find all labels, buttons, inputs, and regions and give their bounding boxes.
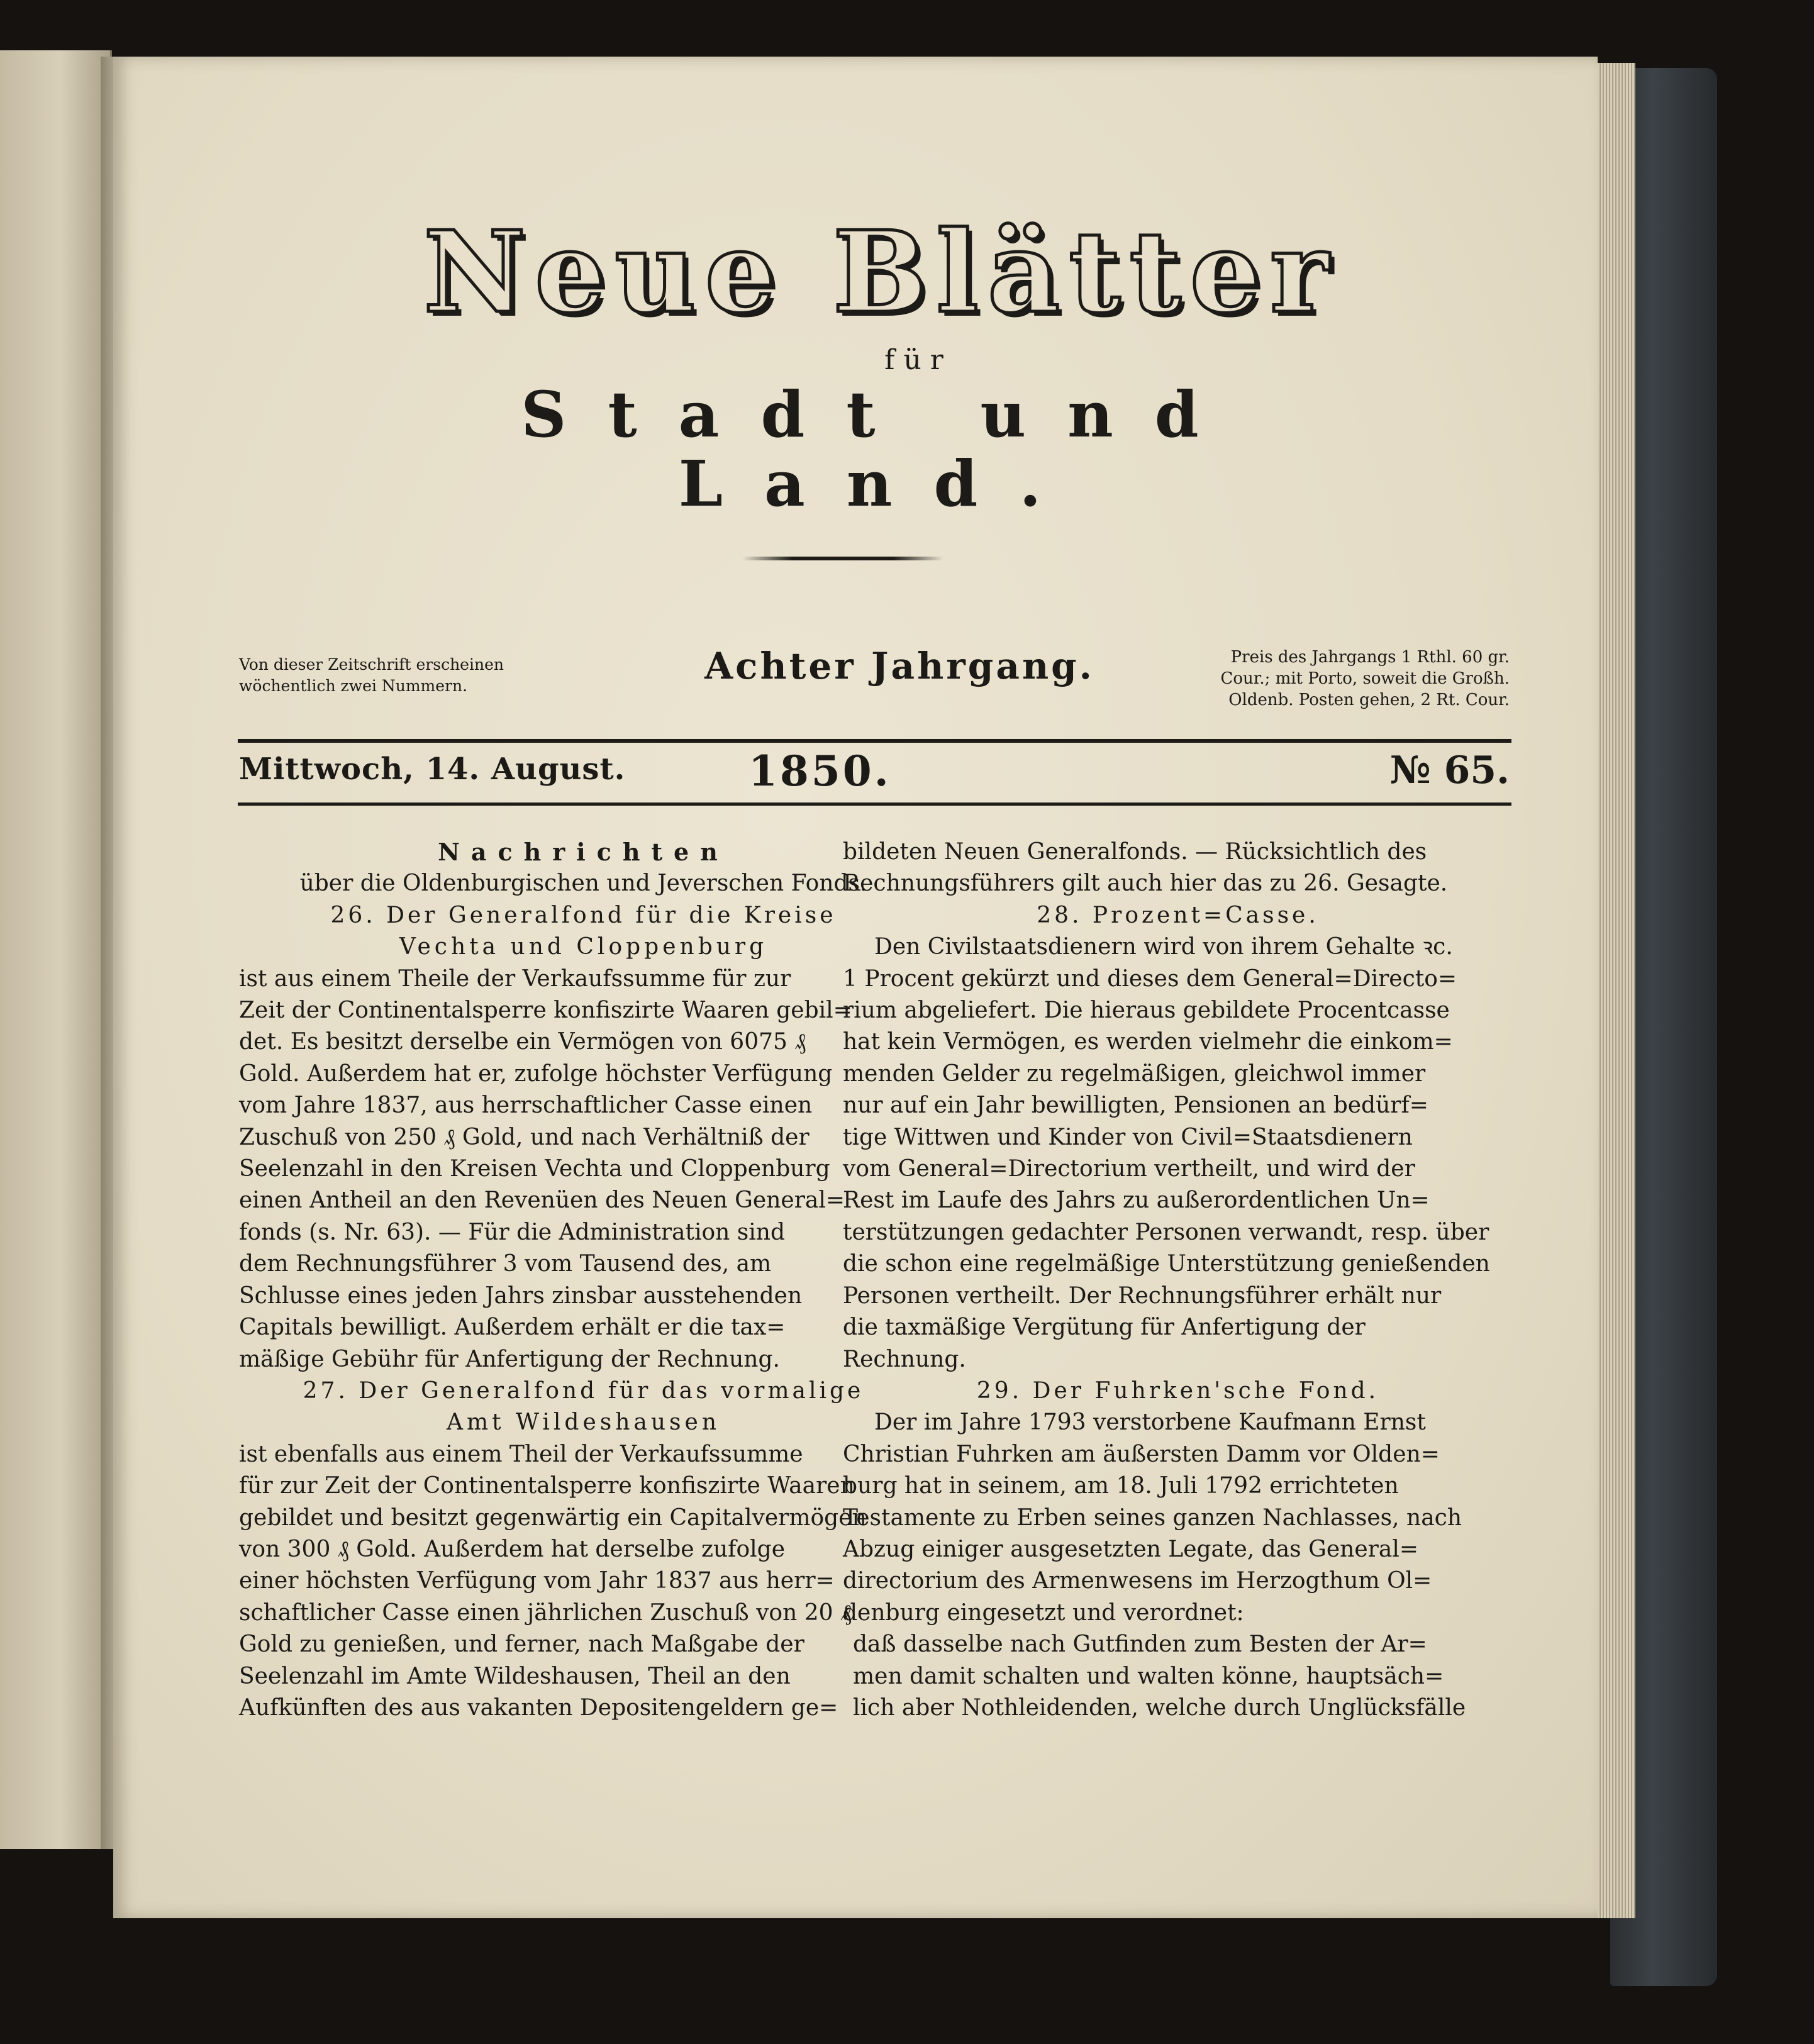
text-line: Zuschuß von 250 ₰ Gold, und nach Verhältniß der	[239, 1124, 810, 1150]
masthead-title-line2: Stadt und Land.	[521, 377, 1240, 521]
section-26-title-cont: Vechta und Cloppenburg	[399, 934, 768, 960]
text-line: burg hat in seinem, am 18. Juli 1792 errichteten	[843, 1473, 1399, 1499]
text-line: Den Civilstaatsdienern wird von ihrem Gehalte ꝛc.	[874, 934, 1453, 960]
text-line: Rechnung.	[843, 1346, 966, 1372]
masthead-fuer: für	[884, 343, 952, 376]
dateline-rule-bottom	[238, 803, 1511, 806]
text-line: directorium des Armenwesens im Herzogthum Ol=	[843, 1568, 1432, 1594]
text-line: Seelenzahl im Amte Wildeshausen, Theil an den	[239, 1663, 791, 1689]
text-line: Personen vertheilt. Der Rechnungsführer erhält nur	[843, 1282, 1442, 1309]
text-line: vom General=Directorium vertheilt, und wird der	[843, 1156, 1415, 1182]
text-line: terstützungen gedachter Personen verwandt, resp. über	[843, 1219, 1489, 1245]
text-line: det. Es besitzt derselbe ein Vermögen von 6075 ₰	[239, 1029, 806, 1055]
publication-frequency	[239, 654, 667, 697]
text-line: einer höchsten Verfügung vom Jahr 1837 aus herr=	[239, 1568, 835, 1594]
text-line: fonds (s. Nr. 63). — Für die Administration sind	[239, 1219, 786, 1245]
section-27-title: 27. Der Generalfond für das vormalige	[303, 1377, 864, 1404]
article-headline: Nachrichten	[438, 838, 729, 866]
text-line: schaftlicher Casse einen jährlichen Zuschuß von 20 ₰	[239, 1599, 852, 1626]
text-line: Rest im Laufe des Jahrs zu außerordentlichen Un=	[843, 1187, 1430, 1214]
text-line: tige Wittwen und Kinder von Civil=Staatsdienern	[843, 1124, 1413, 1150]
price-info	[1101, 647, 1510, 711]
newspaper-page	[113, 57, 1598, 1918]
section-26-title: 26. Der Generalfond für die Kreise	[330, 902, 837, 928]
text-line: für zur Zeit der Continentalsperre konfiszirte Waaren	[239, 1473, 855, 1499]
frequency-line: wöchentlich zwei Nummern.	[239, 677, 468, 695]
text-line: von 300 ₰ Gold. Außerdem hat derselbe zufolge	[239, 1536, 786, 1562]
text-line: Testamente zu Erben seines ganzen Nachlasses, nach	[843, 1504, 1462, 1531]
quote-line: men damit schalten und walten könne, hauptsäch=	[853, 1663, 1444, 1689]
issue-year: 1850.	[748, 747, 891, 796]
section-27-title-cont: Amt Wildeshausen	[446, 1409, 721, 1436]
text-line: nur auf ein Jahr bewilligten, Pensionen an bedürf=	[843, 1092, 1428, 1119]
text-line: hat kein Vermögen, es werden vielmehr die einkom=	[843, 1029, 1453, 1055]
column-left	[239, 836, 928, 1724]
quote-line: daß dasselbe nach Gutfinden zum Besten der Ar=	[853, 1631, 1427, 1658]
column-right	[843, 836, 1513, 1724]
issue-date: Mittwoch, 14. August.	[239, 752, 626, 787]
masthead-ornament-rule	[742, 557, 943, 560]
text-line: die schon eine regelmäßige Unterstützung genießenden	[843, 1251, 1490, 1277]
price-line: Cour.; mit Porto, soweit die Großh.	[1220, 669, 1510, 688]
text-line: gebildet und besitzt gegenwärtig ein Capitalvermögen	[239, 1504, 867, 1531]
section-29-title: 29. Der Fuhrken'sche Fond.	[976, 1377, 1379, 1404]
text-line: Gold. Außerdem hat er, zufolge höchster Verfügung	[239, 1060, 833, 1087]
section-28-title: 28. Prozent=Casse.	[1037, 902, 1319, 928]
text-line: die taxmäßige Vergütung für Anfertigung der	[843, 1314, 1366, 1341]
text-line: Der im Jahre 1793 verstorbene Kaufmann Ernst	[874, 1409, 1426, 1436]
page-stack-edges	[1591, 63, 1635, 1918]
text-line: vom Jahre 1837, aus herrschaftlicher Casse einen	[239, 1092, 813, 1119]
text-line: bildeten Neuen Generalfonds. — Rücksichtlich des	[843, 839, 1427, 865]
text-line: Schlusse eines jeden Jahrs zinsbar ausstehenden	[239, 1282, 803, 1309]
text-line: mäßige Gebühr für Anfertigung der Rechnung.	[239, 1346, 780, 1372]
price-line: Oldenb. Posten gehen, 2 Rt. Cour.	[1228, 691, 1510, 709]
issue-number: № 65.	[1389, 748, 1510, 792]
text-line: ist aus einem Theile der Verkaufssumme für zur	[239, 965, 791, 992]
text-line: menden Gelder zu regelmäßigen, gleichwol immer	[843, 1060, 1426, 1087]
text-line: Zeit der Continentalsperre konfiszirte Waaren gebil=	[239, 997, 852, 1024]
volume-label: Achter Jahrgang.	[704, 645, 1094, 687]
text-line: dem Rechnungsführer 3 vom Tausend des, am	[239, 1251, 772, 1277]
text-line: rium abgeliefert. Die hieraus gebildete Procentcasse	[843, 997, 1450, 1024]
text-line: Seelenzahl in den Kreisen Vechta und Cloppenburg	[239, 1156, 830, 1182]
masthead	[409, 206, 1352, 521]
masthead-title-line1: Neue Blätter	[423, 206, 1338, 338]
article-subheadline: über die Oldenburgischen und Jeverschen Fonds.	[299, 870, 867, 897]
previous-page-edge	[0, 50, 112, 1849]
frequency-line: Von dieser Zeitschrift erscheinen	[239, 655, 504, 674]
text-line: Abzug einiger ausgesetzten Legate, das General=	[843, 1536, 1418, 1562]
text-line: Capitals bewilligt. Außerdem erhält er die tax=	[239, 1314, 786, 1341]
text-line: Gold zu genießen, und ferner, nach Maßgabe der	[239, 1631, 804, 1658]
text-line: ist ebenfalls aus einem Theil der Verkaufssumme	[239, 1441, 803, 1467]
text-line: einen Antheil an den Revenüen des Neuen General=	[239, 1187, 845, 1214]
text-line: Rechnungsführers gilt auch hier das zu 26. Gesagte.	[843, 870, 1448, 897]
text-line: 1 Procent gekürzt und dieses dem General=Directo=	[843, 965, 1457, 992]
price-line: Preis des Jahrgangs 1 Rthl. 60 gr.	[1230, 648, 1510, 667]
text-line: Aufkünften des aus vakanten Depositengeldern ge=	[239, 1694, 838, 1721]
quote-line: lich aber Nothleidenden, welche durch Unglücksfälle	[853, 1694, 1466, 1721]
text-line: denburg eingesetzt und verordnet:	[843, 1599, 1244, 1626]
text-line: Christian Fuhrken am äußersten Damm vor Olden=	[843, 1441, 1440, 1467]
dateline-rule-top	[238, 739, 1511, 743]
